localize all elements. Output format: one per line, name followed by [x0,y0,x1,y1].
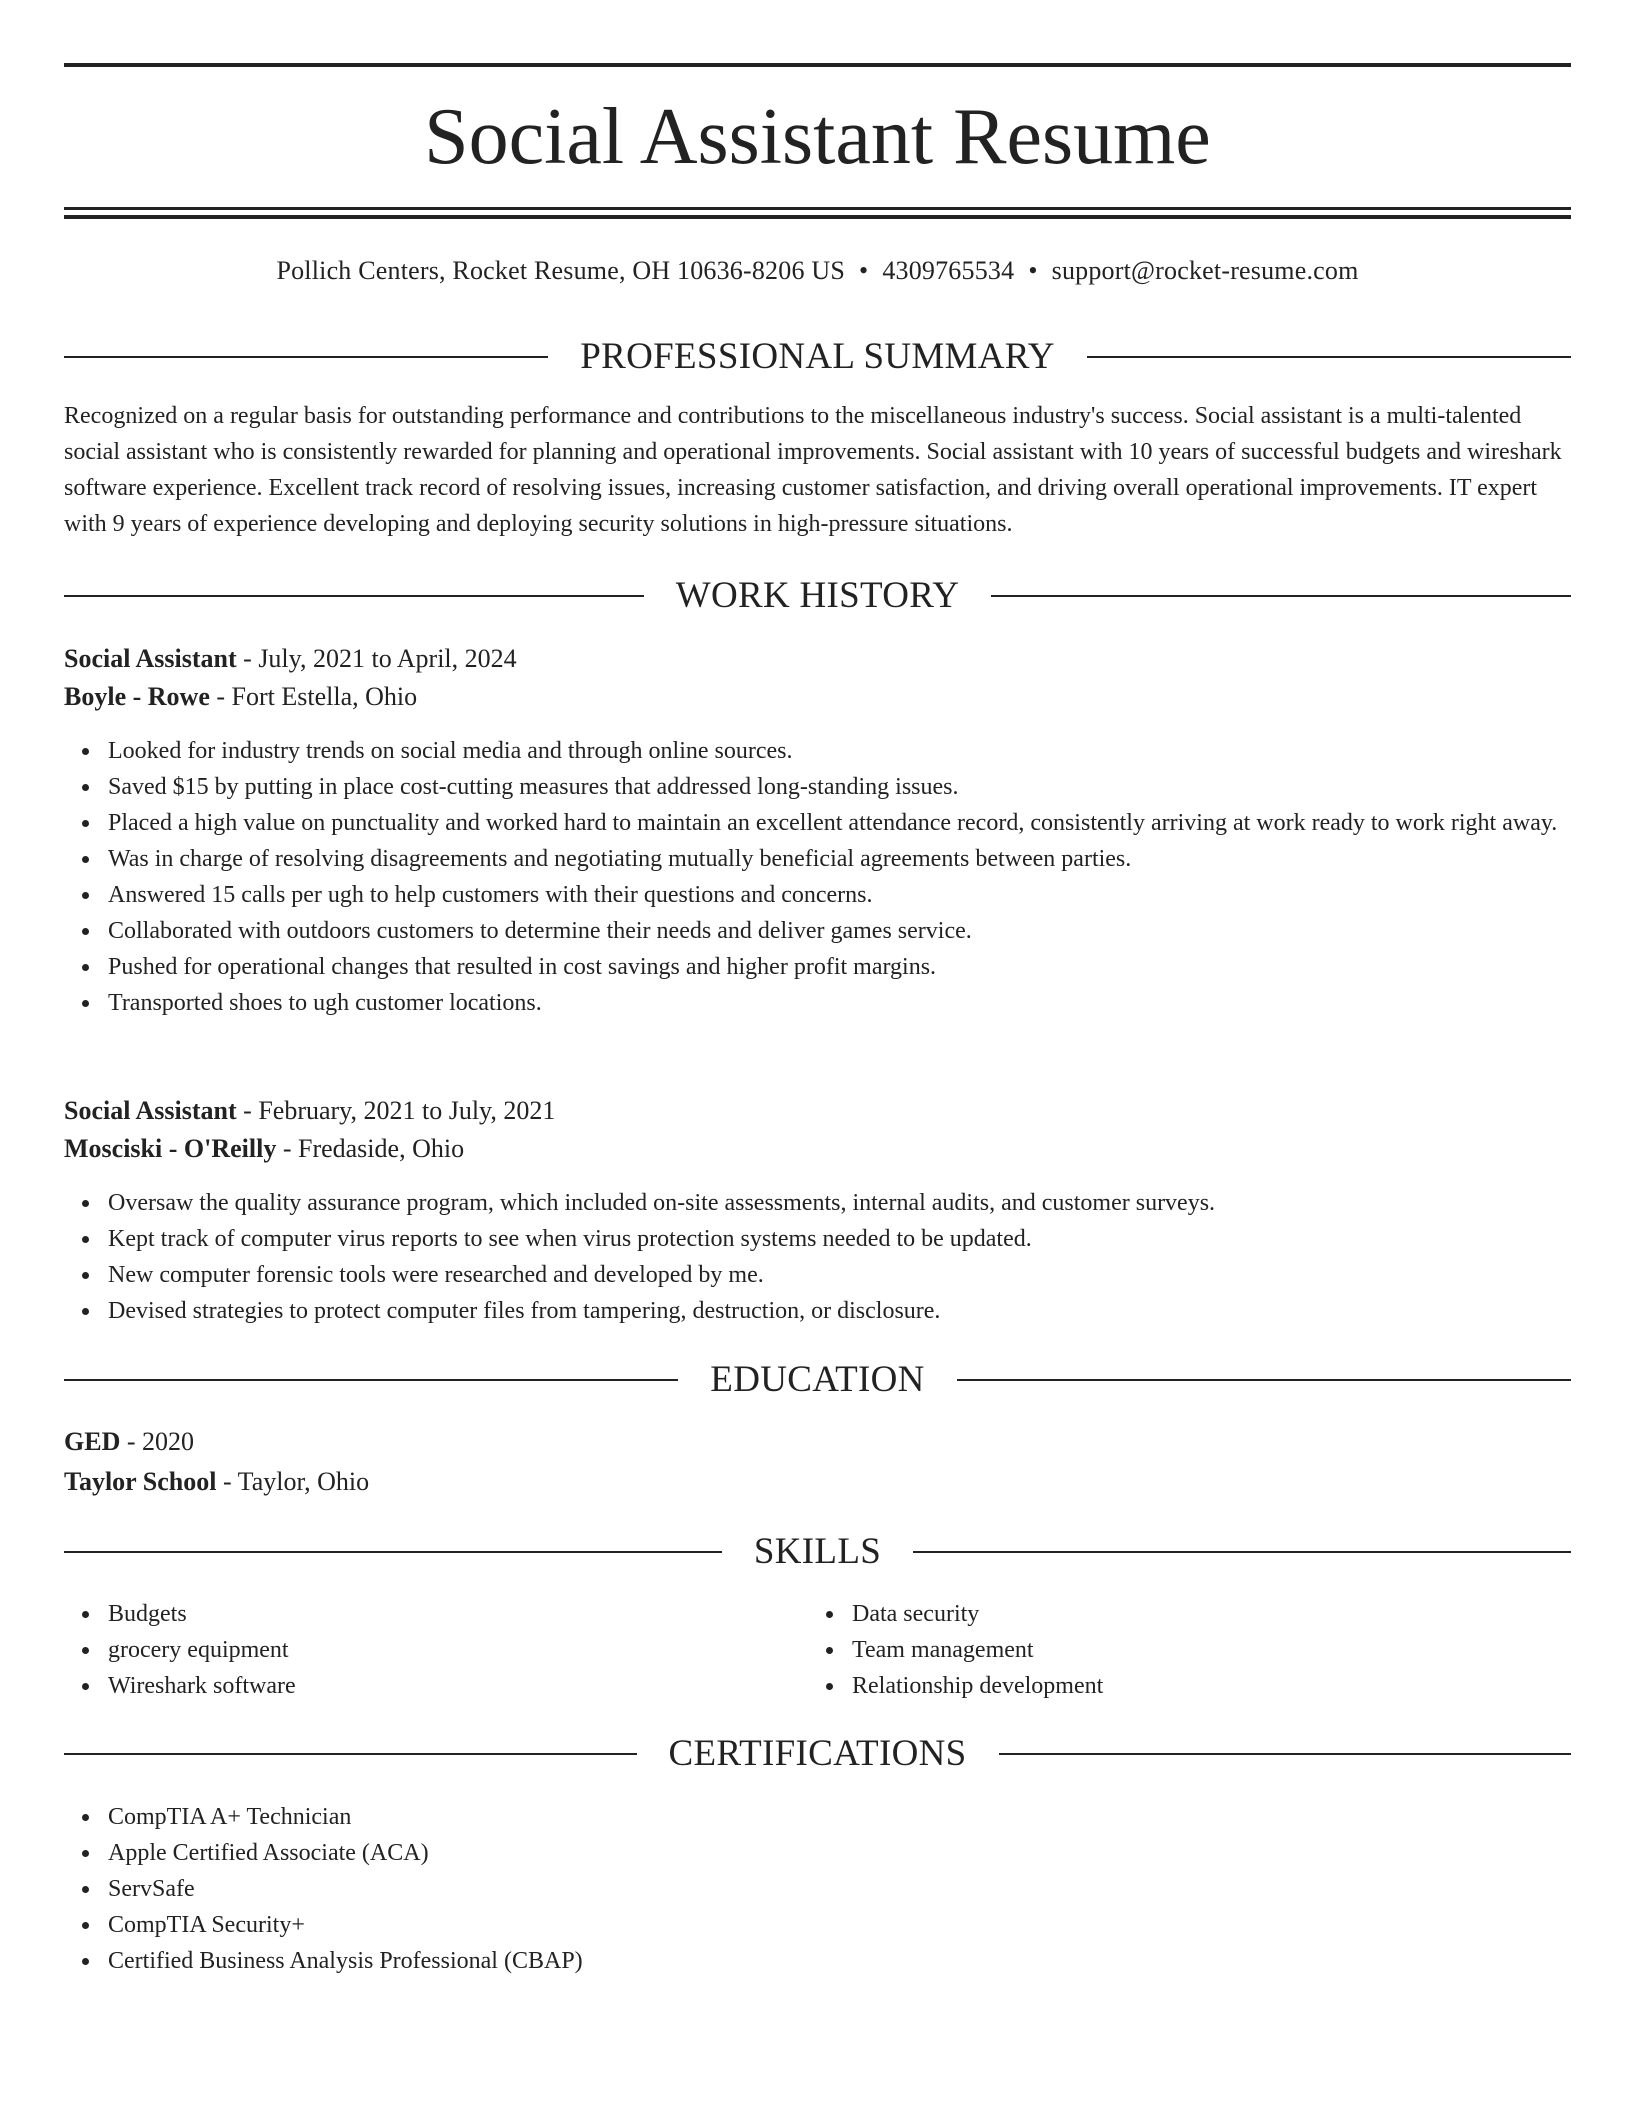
education-location: - Taylor, Ohio [216,1467,370,1496]
heading-rule-left [64,1753,637,1755]
header-bottom-rule-2 [64,215,1571,219]
contact-phone: 4309765534 [882,256,1015,285]
education-school-line [64,1463,1571,1501]
certification-item: ServSafe [108,1871,1615,1907]
skill-item: Data security [852,1596,1632,1632]
list-item: Placed a high value on punctuality and worked hard to maintain an excellent attendance record, consistently arriving at work ready to work right away. [108,805,1615,841]
certifications-heading [64,1732,1571,1776]
heading-rule-right [999,1753,1572,1755]
education-heading [64,1358,1571,1402]
heading-rule-right [913,1551,1571,1553]
skill-item: Budgets [108,1596,1615,1632]
job-1-company: Boyle - Rowe [64,682,210,711]
job-2-company-line [64,1130,1571,1168]
list-item: Saved $15 by putting in place cost-cutting measures that addressed long-standing issues. [108,769,1615,805]
list-item: Answered 15 calls per ugh to help customers with their questions and concerns. [108,877,1615,913]
education-degree-line [64,1423,1571,1461]
summary-heading-label: PROFESSIONAL SUMMARY [580,336,1055,377]
contact-separator: • [859,256,869,285]
list-item: Collaborated with outdoors customers to determine their needs and deliver games service. [108,913,1615,949]
list-item: Kept track of computer virus reports to see when virus protection systems needed to be updated. [108,1221,1615,1257]
job-1-title: Social Assistant [64,644,237,673]
heading-rule-left [64,1379,678,1381]
header-top-rule [64,63,1571,67]
contact-separator: • [1028,256,1038,285]
job-2-location: - Fredaside, Ohio [276,1134,465,1163]
work-history-heading-label: WORK HISTORY [675,575,960,616]
job-2-bullets [64,1185,1615,1329]
skill-item: Wireshark software [108,1668,1615,1704]
list-item: Looked for industry trends on social media and through online sources. [108,733,1615,769]
contact-address: Pollich Centers, Rocket Resume, OH 10636-8206 US [276,256,845,285]
list-item: Transported shoes to ugh customer locations. [108,985,1615,1021]
heading-rule-right [1087,356,1571,358]
education-degree: GED [64,1427,121,1456]
certification-item: CompTIA A+ Technician [108,1799,1615,1835]
job-1-bullets [64,733,1615,1021]
job-2-title-line [64,1092,1571,1130]
heading-rule-left [64,1551,722,1553]
heading-rule-left [64,595,644,597]
certification-item: Apple Certified Associate (ACA) [108,1835,1615,1871]
summary-heading [64,335,1571,379]
list-item: Oversaw the quality assurance program, which included on-site assessments, internal audits, and customer surveys. [108,1185,1615,1221]
list-item: New computer forensic tools were researched and developed by me. [108,1257,1615,1293]
resume-title: Social Assistant Resume [424,93,1211,181]
skills-heading-label: SKILLS [753,1531,882,1572]
skill-item: Relationship development [852,1668,1632,1704]
header-bottom-rule-1 [64,207,1571,210]
heading-rule-left [64,356,548,358]
skills-heading [64,1530,1571,1574]
certifications-list [64,1799,1615,1979]
certification-item: CompTIA Security+ [108,1907,1615,1943]
heading-rule-right [957,1379,1571,1381]
list-item: Was in charge of resolving disagreements and negotiating mutually beneficial agreements between parties. [108,841,1615,877]
list-item: Pushed for operational changes that resulted in cost savings and higher profit margins. [108,949,1615,985]
job-1-dates: - July, 2021 to April, 2024 [236,644,517,673]
summary-text: Recognized on a regular basis for outstanding performance and contributions to the miscellaneous industry's success. Social assistant is a multi-talented social assistant who is consistently rewarded for planning and operational improvements. Social assistant with 10 years of successful budgets and wireshark software experience. Excellent track record of resolving issues, increasing customer satisfaction, and driving overall operational improvements. IT expert with 9 years of experience developing and deploying security solutions in high-pressure situations. [64,403,1562,537]
job-2-company: Mosciski - O'Reilly [64,1134,277,1163]
skills-list-right [808,1596,1632,1704]
contact-line [64,255,1571,287]
skill-item: Team management [852,1632,1632,1668]
education-school: Taylor School [64,1467,217,1496]
heading-rule-right [991,595,1571,597]
job-2-dates: - February, 2021 to July, 2021 [236,1096,556,1125]
job-1-location: - Fort Estella, Ohio [209,682,418,711]
work-history-heading [64,574,1571,618]
list-item: Devised strategies to protect computer files from tampering, destruction, or disclosure. [108,1293,1615,1329]
certifications-heading-label: CERTIFICATIONS [668,1733,967,1774]
education-year: - 2020 [120,1427,195,1456]
skill-item: grocery equipment [108,1632,1615,1668]
contact-email: support@rocket-resume.com [1051,256,1359,285]
education-heading-label: EDUCATION [710,1359,925,1400]
job-1-title-line [64,640,1571,678]
job-2-title: Social Assistant [64,1096,237,1125]
certification-item: Certified Business Analysis Professional (CBAP) [108,1943,1615,1979]
job-1-company-line [64,678,1571,716]
